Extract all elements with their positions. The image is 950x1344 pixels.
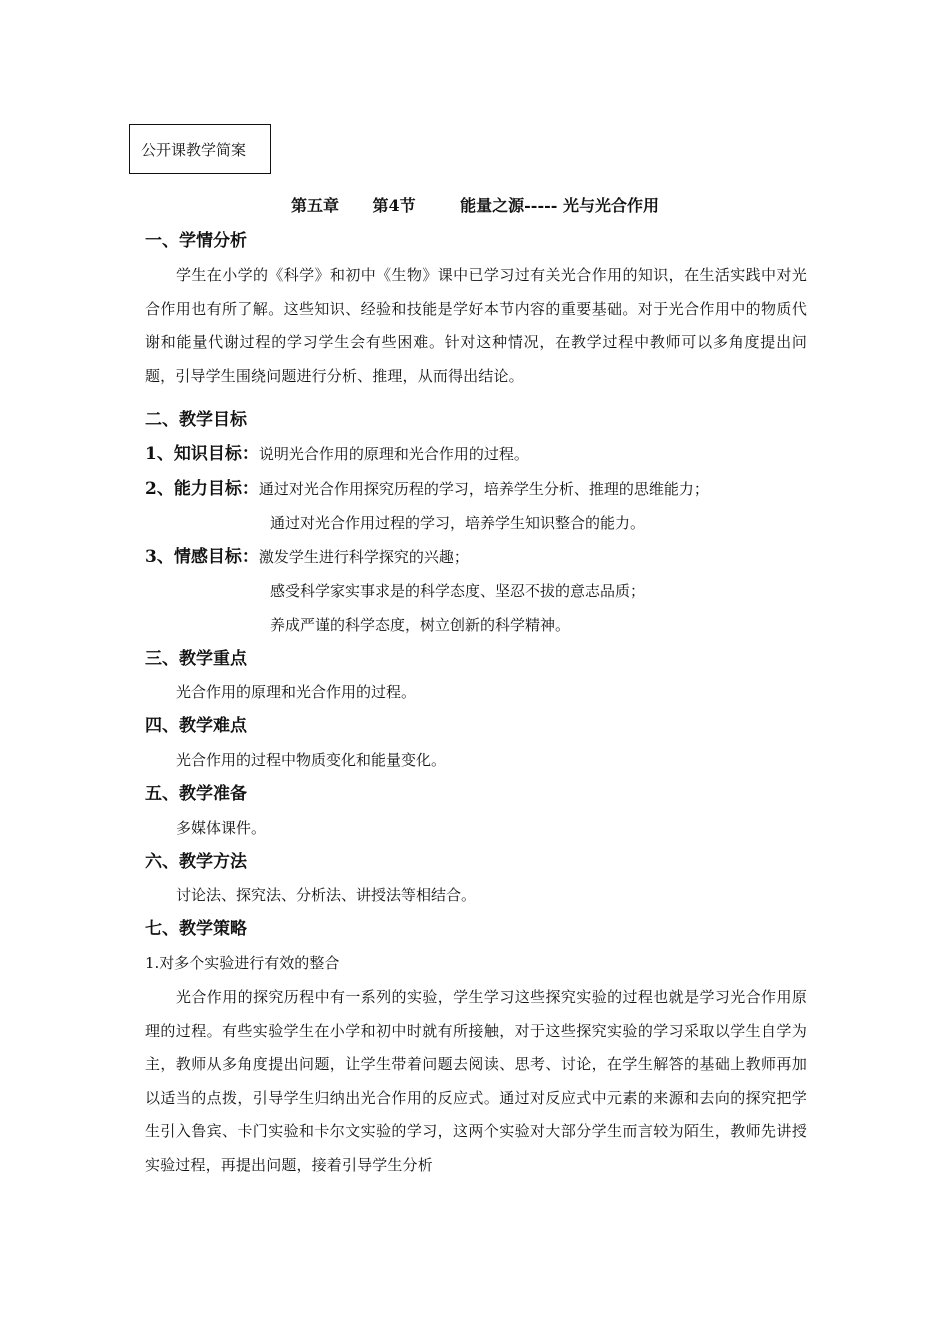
goal-emotion (145, 545, 469, 569)
section-heading-7: 七、教学策略 (145, 919, 247, 939)
section-heading-2: 二、教学目标 (145, 410, 247, 430)
section-body-5: 多媒体课件。 (176, 819, 267, 837)
goal-ability-label: 2、能力目标： (145, 479, 259, 499)
doc-type-label: 公开课教学简案 (129, 124, 271, 174)
goal-emotion-label: 3、情感目标： (145, 547, 259, 567)
section-heading-6: 六、教学方法 (145, 852, 247, 872)
section-body-3: 光合作用的原理和光合作用的过程。 (176, 683, 417, 701)
goal-knowledge-label: 1、知识目标： (145, 444, 259, 464)
section-body-6: 讨论法、探究法、分析法、讲授法等相结合。 (176, 886, 477, 904)
section-body-4: 光合作用的过程中物质变化和能量变化。 (176, 751, 447, 769)
section-heading-4: 四、教学难点 (145, 716, 247, 736)
document-title: 第五章 第4节 能量之源----- 光与光合作用 (291, 196, 659, 215)
section-heading-1: 一、学情分析 (145, 231, 247, 251)
section-heading-5: 五、教学准备 (145, 784, 247, 804)
section-heading-3: 三、教学重点 (145, 649, 247, 669)
goal-emotion-text-2: 感受科学家实事求是的科学态度、坚忍不拔的意志品质； (270, 582, 646, 600)
section-body-1: 学生在小学的《科学》和初中《生物》课中已学习过有关光合作用的知识，在生活实践中对光合作用也有所了解。这些知识、经验和技能是学好本节内容的重要基础。对于光合作用中的物质代谢和能量代谢过程的学习学生会有些困难。针对这种情况，在教学过程中教师可以多角度提出问题，引导学生围绕问题进行分析、推理，从而得出结论。 (145, 266, 807, 385)
goal-ability-text-1: 通过对光合作用探究历程的学习，培养学生分析、推理的思维能力； (258, 480, 709, 498)
goal-emotion-text-1: 激发学生进行科学探究的兴趣； (258, 548, 469, 566)
goal-ability (145, 477, 709, 501)
goal-ability-text-2: 通过对光合作用过程的学习，培养学生知识整合的能力。 (270, 514, 646, 532)
goal-emotion-text-3: 养成严谨的科学态度，树立创新的科学精神。 (270, 616, 571, 634)
section-body-7: 光合作用的探究历程中有一系列的实验，学生学习这些探究实验的过程也就是学习光合作用原理的过程。有些实验学生在小学和初中时就有所接触，对于这些探究实验的学习采取以学生自学为主，教师从多角度提出问题，让学生带着问题去阅读、思考、讨论，在学生解答的基础上教师再加以适当的点拨，引导学生归纳出光合作用的反应式。通过对反应式中元素的来源和去向的探究把学生引入鲁宾、卡门实验和卡尔文实验的学习，这两个实验对大部分学生而言较为陌生，教师先讲授实验过程，再提出问题，接着引导学生分析 (145, 988, 807, 1174)
goal-knowledge-text: 说明光合作用的原理和光合作用的过程。 (258, 445, 529, 463)
strategy-subheading-1: 1.对多个实验进行有效的整合 (145, 954, 340, 972)
goal-knowledge (145, 442, 529, 466)
